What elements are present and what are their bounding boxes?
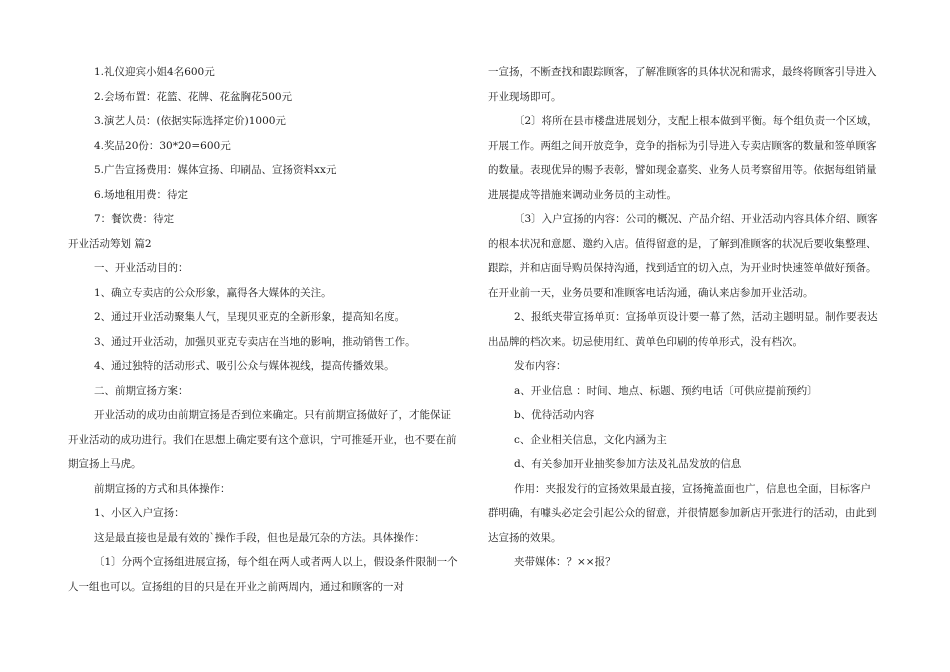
paragraph: 1、确立专卖店的公众形象，赢得各大媒体的关注。	[94, 286, 332, 299]
paragraph: 一宣扬，不断查找和跟踪顾客，了解准顾客的具体状况和需求，最终将顾客引导进入开业现场即可。	[488, 66, 877, 103]
paragraph: d、有关参加开业抽奖参加方法及礼品发放的信息	[514, 458, 742, 470]
paragraph: 2.会场布置：花篮、花牌、花盆胸花500元	[94, 90, 293, 103]
right-column	[488, 60, 878, 575]
paragraph: 4、通过独特的活动形式、吸引公众与媒体视线，提高传播效果。	[94, 360, 395, 372]
paragraph: 3、通过开业活动，加强贝亚克专卖店在当地的影响，推动销售工作。	[94, 335, 416, 348]
paragraph: 开业活动筹划 篇2	[68, 237, 152, 250]
paragraph: b、优待活动内容	[514, 409, 595, 421]
paragraph: 1.礼仪迎宾小姐4名600元	[94, 66, 215, 78]
paragraph: 夹带媒体：？××报？	[514, 556, 616, 568]
paragraph: 二、前期宣扬方案：	[94, 384, 189, 397]
paragraph: 〔3〕入户宣扬的内容：公司的概况、产品介绍、开业活动内容具体介绍、顾客的根本状况和意愿、邀约入店。值得留意的是，了解到准顾客的状况后要收集整理、跟踪，并和店面导购员保持沟通，找到适宜的切入点，为开业时快速签单做好预备。在开业前一天，业务员要和准顾客电话沟通，确认来店参加开业活动。	[488, 213, 878, 299]
paragraph: 前期宣扬的方式和具体操作：	[94, 482, 231, 495]
paragraph: 3.演艺人员：(依据实际选择定价)1000元	[94, 115, 286, 127]
paragraph: 5.广告宣扬费用：媒体宣扬、印刷品、宣扬资料xx元	[94, 164, 337, 176]
left-column	[68, 60, 458, 599]
paragraph: 6.场地租用费：待定	[94, 188, 189, 201]
paragraph: a、开业信息 ：时间、地点、标题、预约电话〔可供应提前预约〕	[514, 384, 818, 397]
paragraph: 这是最直接也是最有效的`操作手段，但也是最冗杂的方法。具体操作：	[94, 531, 425, 544]
paragraph: 开业活动的成功由前期宣扬是否到位来确定。只有前期宣扬做好了，才能保证开业活动的成功进行。我们在思想上确定要有这个意识，宁可推延开业，也不要在前期宣扬上马虎。	[68, 409, 457, 470]
paragraph: 4.奖品20份：30*20=600元	[94, 139, 231, 152]
paragraph: 发布内容：	[514, 360, 567, 372]
paragraph: c、企业相关信息，文化内涵为主	[514, 433, 667, 446]
paragraph: 7：餐饮费：待定	[94, 213, 175, 225]
paragraph: 〔2〕将所在县市楼盘进展划分，支配上根本做到平衡。每个组负责一个区域，开展工作。两组之间开放竞争，竞争的指标为引导进入专卖店顾客的数量和签单顾客的数量。表现优异的赐予表彰，譬如现金嘉奖、业务人员考察留用等。依据每组销量进展提成等措施来调动业务员的主动性。	[488, 115, 878, 201]
paragraph: 1、小区入户宣扬：	[94, 507, 185, 519]
paragraph: 一、开业活动目的：	[94, 262, 189, 274]
paragraph: 〔1〕分两个宣扬组进展宣扬，每个组在两人或者两人以上，假设条件限制一个人一组也可以。宣扬组的目的只是在开业之前两周内，通过和顾客的一对	[68, 556, 458, 593]
paragraph: 2、报纸夹带宣扬单页：宣扬单页设计要一幕了然，活动主题明显。制作要表达出品牌的档次来。切忌使用红、黄单色印刷的传单形式，没有档次。	[488, 311, 878, 348]
paragraph: 作用：夹报发行的宣扬效果最直接，宣扬掩盖面也广，信息也全面，目标客户群明确，有噱头必定会引起公众的留意，并很情愿参加新店开张进行的活动，由此到达宣扬的效果。	[488, 482, 877, 544]
paragraph: 2、通过开业活动聚集人气，呈现贝亚克的全新形象，提高知名度。	[94, 311, 406, 323]
